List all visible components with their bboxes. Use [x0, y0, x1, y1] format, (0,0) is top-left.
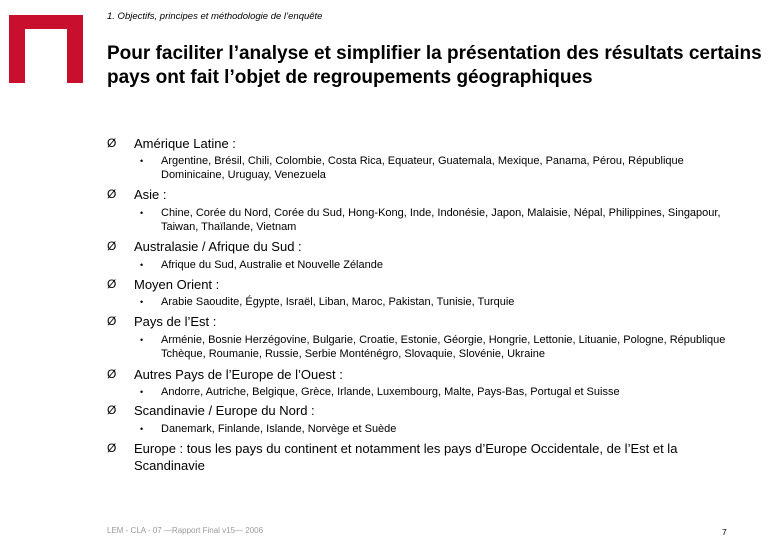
breadcrumb: 1. Objectifs, principes et méthodologie de l’enquête [107, 11, 323, 22]
bullet-dot-icon: • [140, 208, 144, 218]
bullet-dot-icon: • [140, 335, 144, 345]
page-title: Pour faciliter l’analyse et simplifier la présentation des résultats certains pays ont fait l’objet de regroupements géographiques [107, 43, 762, 88]
bullet-dot-icon: • [140, 260, 144, 270]
region-name: Autres Pays de l’Europe de l’Ouest : [134, 367, 343, 382]
country-list: Arménie, Bosnie Herzégovine, Bulgarie, Croatie, Estonie, Géorgie, Hongrie, Lettonie, Lituanie, Pologne, République Tchèque, Roumanie, Russie, Serbie Monténégro, Slovaquie, Slovénie, Ukraine [161, 334, 726, 360]
country-list: Danemark, Finlande, Islande, Norvège et Suède [161, 423, 397, 435]
country-list: Argentine, Brésil, Chili, Colombie, Costa Rica, Equateur, Guatemala, Mexique, Panama, Pérou, République Dominicaine, Uruguay, Venezuela [161, 155, 684, 181]
country-list: Andorre, Autriche, Belgique, Grèce, Irlande, Luxembourg, Malte, Pays-Bas, Portugal et Suisse [161, 386, 620, 398]
arrow-bullet-icon: Ø [107, 441, 117, 455]
country-list: Chine, Corée du Nord, Corée du Sud, Hong-Kong, Inde, Indonésie, Japon, Malaisie, Népal, Philippines, Singapour, Taiwan, Thaïlande, Vietnam [161, 207, 721, 233]
arrow-bullet-icon: Ø [107, 187, 117, 201]
region-name: Asie : [134, 187, 167, 202]
arrow-bullet-icon: Ø [107, 403, 117, 417]
footer-reference: LEM - CLA - 07 —Rapport Final v15— 2006 [107, 526, 264, 535]
arrow-bullet-icon: Ø [107, 314, 117, 328]
country-list: Arabie Saoudite, Égypte, Israël, Liban, Maroc, Pakistan, Tunisie, Turquie [161, 296, 515, 308]
region-name: Scandinavie / Europe du Nord : [134, 403, 315, 418]
bullet-dot-icon: • [140, 387, 144, 397]
bullet-dot-icon: • [140, 297, 144, 307]
region-name: Australasie / Afrique du Sud : [134, 239, 302, 254]
arrow-bullet-icon: Ø [107, 277, 117, 291]
region-name: Europe : tous les pays du continent et notamment les pays d’Europe Occidentale, de l’Est et la Scandinavie [134, 441, 678, 473]
arrow-bullet-icon: Ø [107, 136, 117, 150]
region-name: Pays de l’Est : [134, 314, 217, 329]
arrow-bullet-icon: Ø [107, 367, 117, 381]
region-name: Moyen Orient : [134, 277, 220, 292]
region-name: Amérique Latine : [134, 136, 236, 151]
page-number: 7 [722, 527, 727, 537]
bullet-dot-icon: • [140, 156, 144, 166]
country-list: Afrique du Sud, Australie et Nouvelle Zélande [161, 259, 383, 271]
arrow-bullet-icon: Ø [107, 239, 117, 253]
bullet-dot-icon: • [140, 424, 144, 434]
